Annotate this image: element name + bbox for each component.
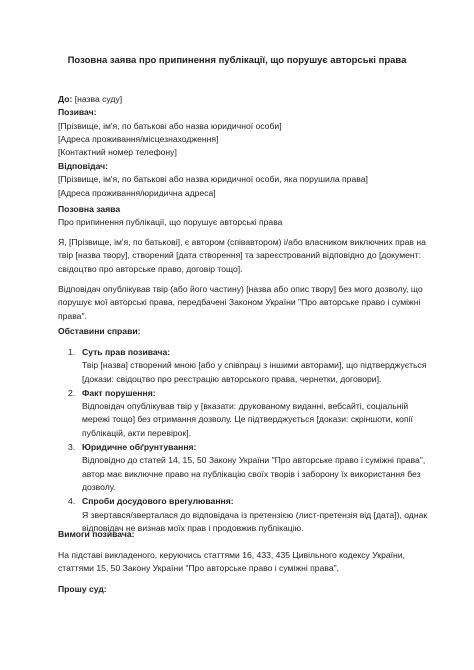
violation-paragraph [58,283,428,323]
plaintiff-phone: [Контактний номер телефону] [58,147,177,158]
demands-label: Вимоги позивача: [58,529,135,539]
circumstances-heading [58,325,428,338]
list-item-text: Відповідач опублікував твір у [вказати: друкованому виданні, вебсайті, соціальній мережі тощо] без отримання дозволу. Це підтверджується [докази: скріншоти, копії публікацій, акти перевірок]. [82,401,413,438]
intro-paragraph [58,236,428,276]
list-number: 3. [68,442,76,453]
list-item-heading: Факт порушення: [82,387,156,398]
list-item [58,441,428,494]
defendant-block [58,160,428,200]
list-item-text: Відповідно до статей 14, 15, 50 Закону України "Про авторське право і суміжні права", автор має виключне право на публікацію своїх творів і заборону їх використання без дозволу. [82,455,426,492]
demands-text: На підставі викладеного, керуючись статтями 16, 433, 435 Цивільного кодексу України, статтями 15, 50 Закону України "Про авторське право і суміжні права", [58,550,405,574]
list-item-heading: Спроби досудового врегулювання: [82,496,234,507]
claim-label: Позовна заява [58,204,121,214]
list-item-heading: Суть прав позивача: [82,347,171,357]
demands-paragraph [58,549,428,576]
ask-label: Прошу суд: [58,584,107,594]
list-item-text: Я звертався/зверталася до відповідача із претензією (лист-претензія від [дата]), однак відповідач не визнав моїх прав і продовжив публікацію. [82,509,428,533]
defendant-label: Відповідач: [58,161,109,171]
to-label: До: [58,94,73,104]
defendant-address: [Адреса проживання/юридична адреса] [58,187,216,198]
list-number: 1. [68,347,76,357]
court-name: [назва суду] [72,94,123,104]
claim-subject: Про припинення публікації, що порушує авторські права [58,217,283,228]
list-item-text: Твір [назва] створений мною [або у співпраці з іншими авторами], що підтверджується [докази: свідоцтво про реєстрацію авторського права, чернетки, договори]. [82,360,427,384]
list-item [58,346,428,386]
circumstances-list [58,346,428,535]
court-block [58,93,428,159]
plaintiff-address: [Адреса проживання/місцезнаходження] [58,133,219,144]
demands-heading [58,528,428,541]
plaintiff-label: Позивач: [58,107,97,118]
list-item-heading: Юридичне обґрунтування: [82,442,197,453]
circumstances-label: Обставини справи: [58,326,141,336]
claim-block [58,203,428,230]
plaintiff-name: [Прізвище, ім'я, по батькові або назва юридичної особи] [58,120,282,131]
list-number: 4. [68,496,76,507]
paragraph-author: Я, [Прізвище, ім'я, по батькові], є автором (співавтором) і/або власником виключних прав на твір [назва твору], створений [дата створення] та зареєстрований відповідно до [документ: свідоцтво про авторське право, договір тощо]. [58,237,426,274]
defendant-name: [Прізвище, ім'я, по батькові або назва юридичної особи, яка порушила права] [58,174,368,185]
list-number: 2. [68,387,76,398]
list-item [58,387,428,440]
ask-heading [58,583,428,596]
paragraph-violation: Відповідач опублікував твір (або його частину) [назва або опис твору] без мого дозволу, що порушує мої авторські права, передбачені Законом України "Про авторське право і суміжні права". [58,284,423,321]
document-title: Позовна заява про припинення публікації, що порушує авторські права [67,55,407,66]
